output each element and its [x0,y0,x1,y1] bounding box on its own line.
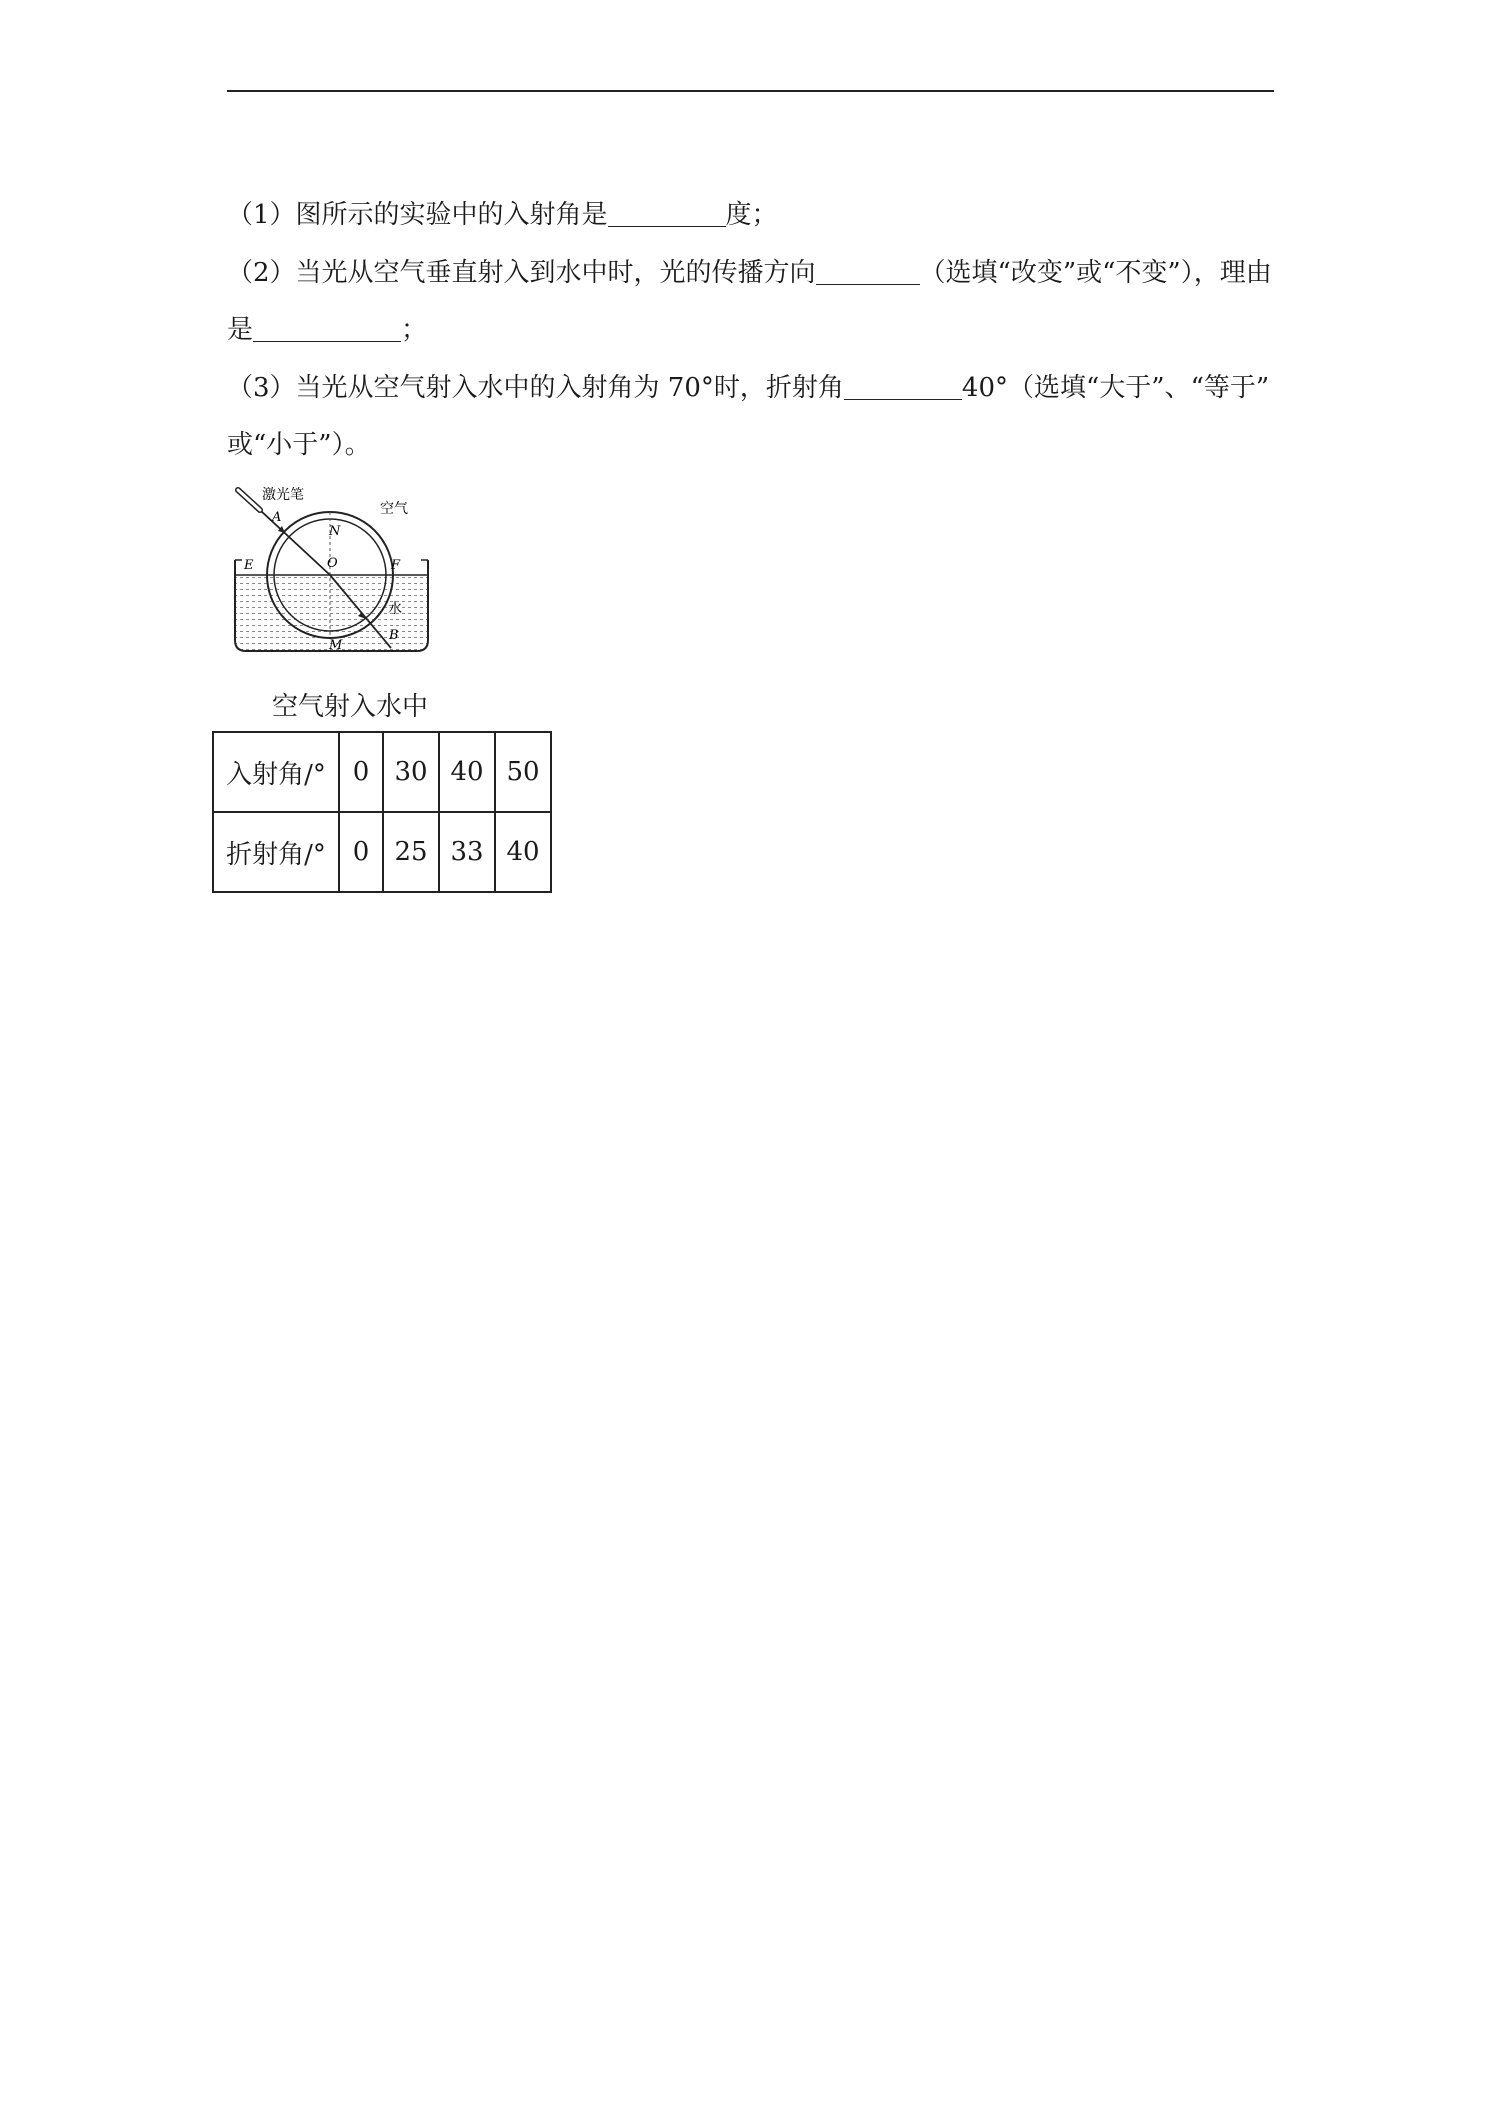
question-1-text: （1）图所示的实验中的入射角是 [227,200,608,230]
label-laser-pen: 激光笔 [262,487,304,503]
table-cell: 0 [339,732,383,812]
label-N: N [329,524,341,539]
answer-blank-2[interactable] [816,260,920,285]
label-M: M [329,638,343,653]
question-2 [227,256,1277,290]
question-2-end: ； [401,315,428,345]
question-2-hint: （选填“改变”或“不变”），理由 [919,258,1272,288]
row-header-incident: 入射角/° [213,732,339,812]
question-3-options: 或“小于”）。 [227,430,371,460]
label-water: 水 [388,601,402,617]
table-row [213,812,551,892]
table-cell: 0 [339,812,383,892]
table-cell: 50 [495,732,551,812]
label-O: O [327,556,338,571]
answer-blank-4[interactable] [844,375,962,400]
table-cell: 40 [439,732,495,812]
label-F: F [391,558,401,573]
answer-blank-1[interactable] [608,202,726,227]
question-1-suffix: 度； [725,200,778,230]
question-3-hint: 40°（选填“大于”、“等于” [961,373,1270,403]
answer-blank-3[interactable] [253,317,401,342]
angle-table [212,731,552,893]
question-3-text: （3）当光从空气射入水中的入射角为 70°时，折射角 [227,373,844,403]
question-2-text: （2）当光从空气垂直射入到水中时，光的传播方向 [227,258,816,288]
label-E: E [244,558,254,573]
laser-pen-highlight [238,490,260,510]
question-2-reason-label: 是 [227,315,254,345]
table-cell: 40 [495,812,551,892]
question-2-cont [227,313,1277,347]
figure-caption: 空气射入水中 [272,692,429,722]
refraction-figure [228,485,450,660]
table-cell: 33 [439,812,495,892]
table-row [213,732,551,812]
header-rule [227,90,1274,92]
question-3-cont [227,428,1277,462]
question-1 [227,198,1277,232]
label-air: 空气 [380,501,408,517]
label-B: B [389,628,399,643]
label-A: A [272,510,282,525]
question-3 [227,371,1277,405]
table-cell: 25 [383,812,439,892]
table-cell: 30 [383,732,439,812]
row-header-refraction: 折射角/° [213,812,339,892]
